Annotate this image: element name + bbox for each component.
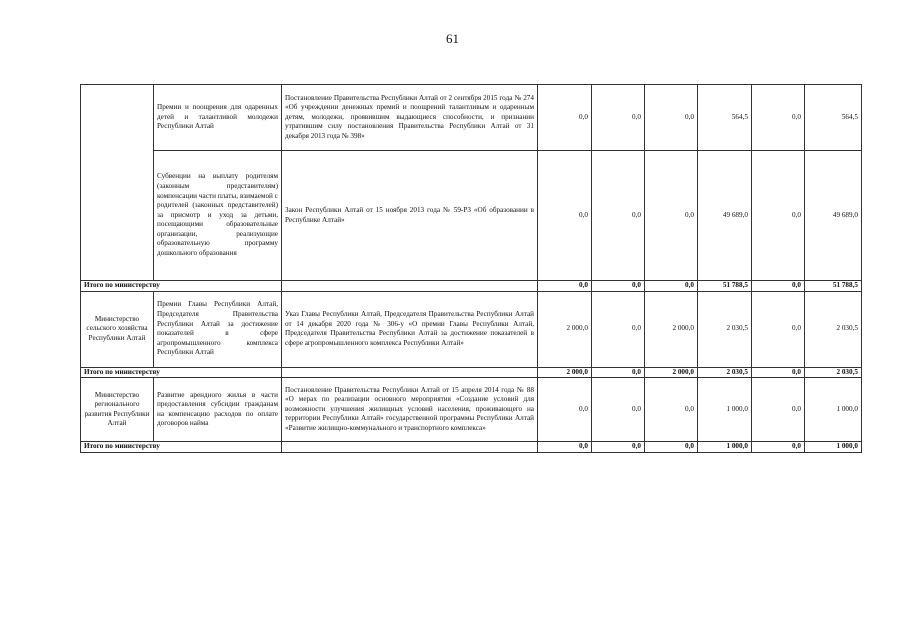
total-value: 51 788,5: [805, 281, 862, 292]
table-row: [81, 85, 862, 151]
total-value: 2 030,5: [698, 367, 752, 378]
measure-cell: Развитие арендного жилья в части предоставления субсидии гражданам на компенсацию расходов по оплате договоров найма: [154, 378, 282, 442]
table-row: [81, 151, 862, 281]
total-empty-cell: [282, 442, 538, 453]
value-cell: 2 030,5: [805, 291, 862, 367]
total-label: Итого по министерству: [81, 442, 282, 453]
total-value: 2 000,0: [645, 367, 698, 378]
total-label: Итого по министерству: [81, 367, 282, 378]
table-row: [81, 378, 862, 442]
measure-cell: Премии Главы Республики Алтай, Председателя Правительства Республики Алтай за достижение показателей в сфере агропромышленного комплекса Республики Алтай: [154, 291, 282, 367]
value-cell: 0,0: [752, 151, 805, 281]
total-value: 0,0: [592, 281, 645, 292]
table-row: [81, 291, 862, 367]
total-row: [81, 281, 862, 292]
value-cell: 0,0: [592, 151, 645, 281]
total-value: 51 788,5: [698, 281, 752, 292]
ministry-cell: Министерство сельского хозяйства Республики Алтай: [81, 291, 154, 367]
measure-cell: Премии и поощрения для одаренных детей и талантливой молодежи Республики Алтай: [154, 85, 282, 151]
value-cell: 49 689,0: [805, 151, 862, 281]
document-cell: Указ Главы Республики Алтай, Председателя Правительства Республики Алтай от 14 декабря 2020 года № 306-у «О премии Главы Республики Алтай, Председателя Правительства Республики Алтай за достижение показателей в сфере агропромышленного комплекса Республики Алтай»: [282, 291, 538, 367]
value-cell: 49 689,0: [698, 151, 752, 281]
value-cell: 0,0: [752, 291, 805, 367]
total-value: 0,0: [752, 281, 805, 292]
total-value: 0,0: [645, 442, 698, 453]
total-value: 2 000,0: [538, 367, 592, 378]
value-cell: 0,0: [592, 85, 645, 151]
total-value: 0,0: [592, 367, 645, 378]
document-cell: Постановление Правительства Республики Алтай от 15 апреля 2014 года № 88 «О мерах по реализации основного мероприятия «Создание условий для возможности улучшения жилищных условий населения, проживающего на территории Республики Алтай» государственной программы Республики Алтай «Развитие жилищно-коммунального и транспортного комплекса»: [282, 378, 538, 442]
value-cell: 0,0: [645, 151, 698, 281]
total-value: 0,0: [592, 442, 645, 453]
value-cell: 0,0: [592, 291, 645, 367]
total-empty-cell: [282, 367, 538, 378]
value-cell: 564,5: [698, 85, 752, 151]
total-value: 1 000,0: [698, 442, 752, 453]
total-label: Итого по министерству: [81, 281, 282, 292]
value-cell: 564,5: [805, 85, 862, 151]
total-empty-cell: [282, 281, 538, 292]
document-cell: Постановление Правительства Республики Алтай от 2 сентября 2015 года № 274 «Об учреждении денежных премий и поощрений талантливым и одаренным детям, молодежи, проявившим выдающиеся способности, и признании утратившим силу постановления Правительства Республики Алтай от 31 декабря 2013 года № 398»: [282, 85, 538, 151]
value-cell: 0,0: [538, 378, 592, 442]
budget-table: [80, 84, 862, 453]
value-cell: 0,0: [645, 85, 698, 151]
total-row: [81, 367, 862, 378]
value-cell: 2 000,0: [645, 291, 698, 367]
total-value: 0,0: [752, 442, 805, 453]
page-number: 61: [446, 31, 459, 46]
total-value: 0,0: [538, 442, 592, 453]
total-value: 0,0: [538, 281, 592, 292]
value-cell: 0,0: [645, 378, 698, 442]
value-cell: 0,0: [752, 85, 805, 151]
value-cell: 1 000,0: [805, 378, 862, 442]
total-value: 0,0: [752, 367, 805, 378]
value-cell: 2 030,5: [698, 291, 752, 367]
value-cell: 0,0: [752, 378, 805, 442]
value-cell: 0,0: [538, 85, 592, 151]
value-cell: 1 000,0: [698, 378, 752, 442]
document-cell: Закон Республики Алтай от 15 ноября 2013 года № 59-РЗ «Об образовании в Республике Алтай»: [282, 151, 538, 281]
total-row: [81, 442, 862, 453]
ministry-cell: [81, 85, 154, 281]
value-cell: 2 000,0: [538, 291, 592, 367]
total-value: 0,0: [645, 281, 698, 292]
value-cell: 0,0: [538, 151, 592, 281]
measure-cell: Субвенции на выплату родителям (законным представителям) компенсации части платы, взимаемой с родителей (законных представителей) за присмотр и уход за детьми, посещающими образовательные организации, реализующие образовательную программу дошкольного образования: [154, 151, 282, 281]
total-value: 2 030,5: [805, 367, 862, 378]
total-value: 1 000,0: [805, 442, 862, 453]
value-cell: 0,0: [592, 378, 645, 442]
ministry-cell: Министерство регионального развития Республики Алтай: [81, 378, 154, 442]
